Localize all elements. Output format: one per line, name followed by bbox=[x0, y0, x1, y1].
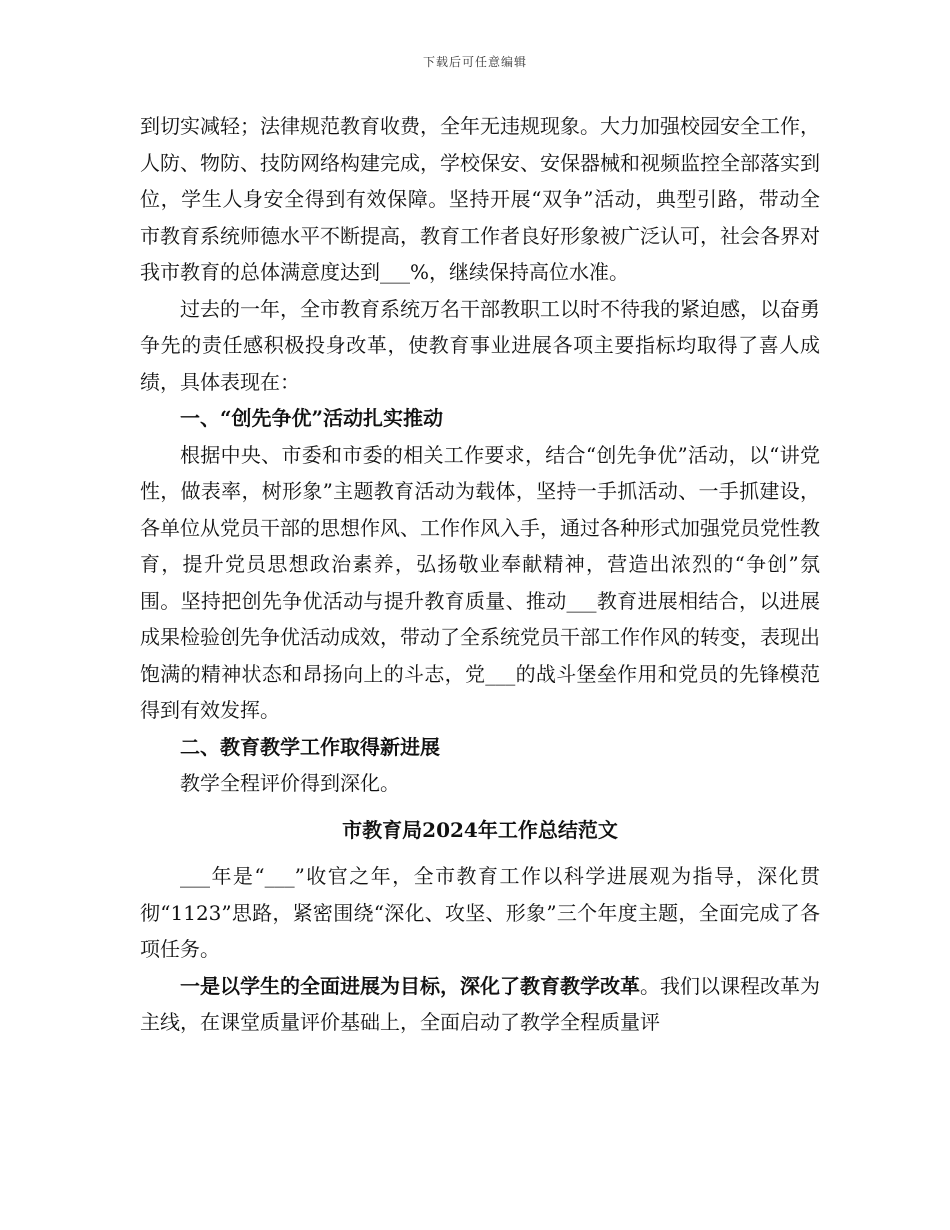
paragraph-text: 。我们以课程改革为主线，在课堂质量评价基础上，全面启动了教学全程质量评 bbox=[140, 973, 820, 1034]
paragraph: 过去的一年，全市教育系统万名干部教职工以时不待我的紧迫感，以奋勇争先的责任感积极投身改革，使教育事业进展各项主要指标均取得了喜人成绩，具体表现在： bbox=[140, 296, 820, 394]
paragraph-lead: 一是以学生的全面进展为目标，深化了教育教学改革 bbox=[180, 973, 640, 998]
section-heading: 二、教育教学工作取得新进展 bbox=[180, 734, 440, 759]
page-header: 下载后可任意编辑 bbox=[422, 55, 527, 69]
paragraph bbox=[140, 968, 820, 1041]
paragraph: 根据中央、市委和市委的相关工作要求，结合“创先争优”活动，以“讲党性，做表率，树形象”主题教育活动为载体，坚持一手抓活动、一手抓建设，各单位从党员干部的思想作风、工作作风入手，通过各种形式加强党员党性教育，提升党员思想政治素养，弘扬敬业奉献精神，营造出浓烈的“争创”氛围。坚持把创先争优活动与提升教育质量、推动___教育进展相结合，以进展成果检验创先争优活动成效，带动了全系统党员干部工作作风的转变，表现出饱满的精神状态和昂扬向上的斗志，党___的战斗堡垒作用和党员的先锋模范得到有效发挥。 bbox=[140, 442, 820, 722]
document-body bbox=[140, 108, 820, 1041]
paragraph: ___年是“___”收官之年，全市教育工作以科学进展观为指导，深化贯彻“1123”思路，紧密围绕“深化、攻坚、形象”三个年度主题，全面完成了各项任务。 bbox=[140, 864, 820, 961]
document-title: 市教育局2024年工作总结范文 bbox=[342, 817, 618, 842]
paragraph: 到切实减轻；法律规范教育收费，全年无违规现象。大力加强校园安全工作，人防、物防、技防网络构建完成，学校保安、安保器械和视频监控全部落实到位，学生人身安全得到有效保障。坚持开展“双争”活动，典型引路，带动全市教育系统师德水平不断提高，教育工作者良好形象被广泛认可，社会各界对我市教育的总体满意度达到___%，继续保持高位水准。 bbox=[140, 114, 820, 284]
section-heading: 一、“创先争优”活动扎实推动 bbox=[180, 406, 444, 430]
paragraph: 教学全程评价得到深化。 bbox=[180, 771, 400, 795]
